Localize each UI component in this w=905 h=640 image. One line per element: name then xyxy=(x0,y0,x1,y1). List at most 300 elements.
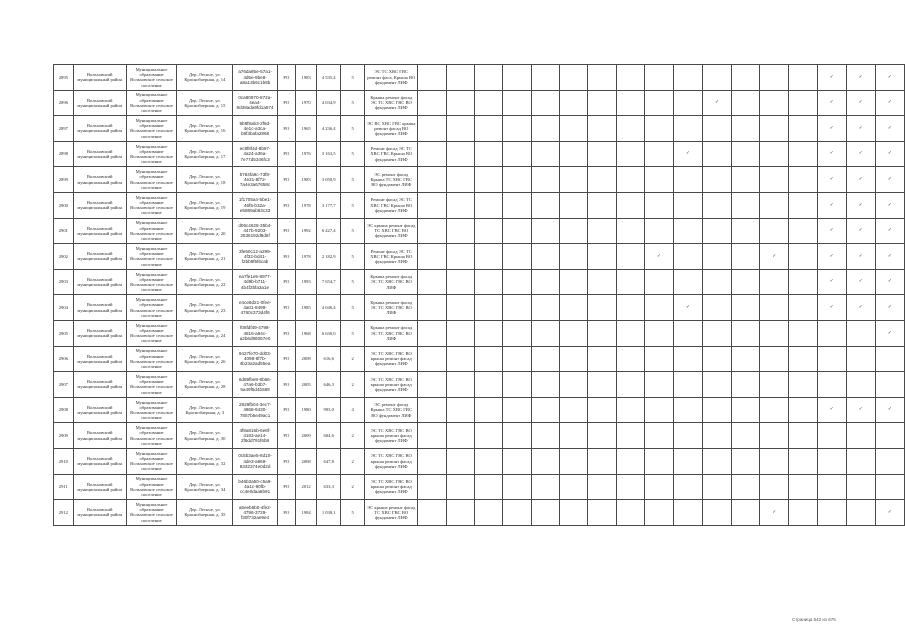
fund-method-cell: РО xyxy=(277,90,295,116)
empty-mark-cell xyxy=(673,90,702,116)
empty-mark-cell xyxy=(418,346,446,372)
empty-mark-cell xyxy=(702,320,731,346)
area-cell: 2 182,9 xyxy=(317,244,341,270)
empty-mark-cell xyxy=(731,295,759,321)
works-list-cell: ЭС крыша ремонт фасад ТС ХВС ГВС ВО фундамент ЛИФ xyxy=(365,500,418,526)
empty-mark-cell xyxy=(418,295,446,321)
empty-mark-cell xyxy=(817,372,846,398)
empty-mark-cell xyxy=(616,320,644,346)
house-uuid-cell: b46b3a50-c5a9-4a1c-90fb-cc4e0daa6b91 xyxy=(233,474,277,500)
empty-mark-cell xyxy=(789,500,817,526)
empty-mark-cell xyxy=(702,244,731,270)
empty-mark-cell xyxy=(503,141,531,167)
empty-mark-cell xyxy=(503,423,531,449)
table-row xyxy=(54,423,905,449)
row-number: 2901 xyxy=(54,218,74,244)
empty-mark-cell xyxy=(702,346,731,372)
address-cell: Дер. Лесное, ул. Краснобаерная, д. 19 xyxy=(177,192,233,218)
area-cell: 3 163,5 xyxy=(317,141,341,167)
checkmark-cell: ✓ xyxy=(817,295,846,321)
empty-mark-cell xyxy=(875,346,904,372)
checkmark-cell: ✓ xyxy=(875,116,904,142)
empty-mark-cell xyxy=(673,372,702,398)
empty-mark-cell xyxy=(702,65,731,91)
empty-mark-cell xyxy=(559,474,587,500)
empty-mark-cell xyxy=(760,448,789,474)
table-row xyxy=(54,244,905,270)
empty-mark-cell xyxy=(702,116,731,142)
district-cell: Вольховский муниципальный район xyxy=(73,192,126,218)
empty-mark-cell xyxy=(475,474,503,500)
empty-mark-cell xyxy=(760,320,789,346)
house-uuid-cell: 0c5b3ae5-8d10-4de3-a869-8332374e0d2d xyxy=(233,448,277,474)
empty-mark-cell xyxy=(531,423,559,449)
area-cell: 3 050,9 xyxy=(317,167,341,193)
empty-mark-cell xyxy=(702,474,731,500)
empty-mark-cell xyxy=(446,218,474,244)
empty-mark-cell xyxy=(559,346,587,372)
empty-mark-cell xyxy=(817,423,846,449)
empty-mark-cell xyxy=(789,320,817,346)
district-cell: Вольховский муниципальный район xyxy=(73,397,126,423)
area-cell: 6 427,4 xyxy=(317,218,341,244)
floors-cell: 5 xyxy=(341,167,365,193)
empty-mark-cell xyxy=(817,448,846,474)
checkmark-cell: ✓ xyxy=(817,192,846,218)
empty-mark-cell xyxy=(789,141,817,167)
district-cell: Вольховский муниципальный район xyxy=(73,269,126,295)
area-cell: 616,6 xyxy=(317,346,341,372)
empty-mark-cell xyxy=(760,167,789,193)
row-number: 2907 xyxy=(54,372,74,398)
empty-mark-cell xyxy=(644,423,673,449)
checkmark-cell: ✓ xyxy=(673,295,702,321)
empty-mark-cell xyxy=(731,244,759,270)
checkmark-cell: ✓ xyxy=(846,192,875,218)
area-cell: 6 630,0 xyxy=(317,320,341,346)
empty-mark-cell xyxy=(731,372,759,398)
floors-cell: 5 xyxy=(341,116,365,142)
empty-mark-cell xyxy=(760,423,789,449)
address-cell: Дер. Лесное, ул. Краснобаерная, д. 35 xyxy=(177,500,233,526)
address-cell: Дер. Лесное, ул. Краснобаерная, д. 30 xyxy=(177,423,233,449)
settlement-cell: Муниципальное образование Вольховское сельское поселение xyxy=(126,90,177,116)
empty-mark-cell xyxy=(673,167,702,193)
empty-mark-cell xyxy=(446,192,474,218)
fund-method-cell: РО xyxy=(277,474,295,500)
table-row xyxy=(54,116,905,142)
house-uuid-cell: a5eeb6b0-4fe2-4796-3729-f30f732ae9e4 xyxy=(233,500,277,526)
address-cell: Дер. Лесное, ул. Краснобаерная, д. 26 xyxy=(177,346,233,372)
empty-mark-cell xyxy=(789,474,817,500)
empty-mark-cell xyxy=(616,500,644,526)
empty-mark-cell xyxy=(760,65,789,91)
checkmark-cell: ✓ xyxy=(846,397,875,423)
empty-mark-cell xyxy=(503,295,531,321)
address-cell: Дер. Лесное, ул. Краснобаерная, д. 23 xyxy=(177,295,233,321)
floors-cell: 5 xyxy=(341,65,365,91)
empty-mark-cell xyxy=(559,141,587,167)
empty-mark-cell xyxy=(559,90,587,116)
build-year-cell: 1993 xyxy=(295,269,316,295)
empty-mark-cell xyxy=(559,397,587,423)
empty-mark-cell xyxy=(588,474,616,500)
checkmark-cell: ✓ xyxy=(875,65,904,91)
empty-mark-cell xyxy=(588,269,616,295)
floors-cell: 5 xyxy=(341,320,365,346)
floors-cell: 4 xyxy=(341,397,365,423)
checkmark-cell: ✓ xyxy=(875,90,904,116)
empty-mark-cell xyxy=(731,141,759,167)
table-body xyxy=(54,65,905,526)
fund-method-cell: РО xyxy=(277,346,295,372)
settlement-cell: Муниципальное образование Вольховское сельское поселение xyxy=(126,474,177,500)
empty-mark-cell xyxy=(731,423,759,449)
fund-method-cell: РО xyxy=(277,167,295,193)
row-number: 2903 xyxy=(54,269,74,295)
empty-mark-cell xyxy=(446,141,474,167)
build-year-cell: 1983 xyxy=(295,65,316,91)
checkmark-cell: ✓ xyxy=(817,218,846,244)
address-cell: Дер. Лесное, ул. Краснобаерная, д. 3 xyxy=(177,397,233,423)
empty-mark-cell xyxy=(475,397,503,423)
empty-mark-cell xyxy=(673,423,702,449)
row-number: 2897 xyxy=(54,116,74,142)
empty-mark-cell xyxy=(644,192,673,218)
empty-mark-cell xyxy=(446,448,474,474)
works-list-cell: Крыша ремонт фасад ЭС ТС ХВС ГВС ВО фундамент ЛИФ xyxy=(365,90,418,116)
empty-mark-cell xyxy=(789,116,817,142)
empty-mark-cell xyxy=(531,90,559,116)
empty-mark-cell xyxy=(446,269,474,295)
empty-mark-cell xyxy=(531,474,559,500)
empty-mark-cell xyxy=(559,448,587,474)
build-year-cell: 1965 xyxy=(295,116,316,142)
row-number: 2899 xyxy=(54,167,74,193)
checkmark-cell: ✓ xyxy=(817,116,846,142)
table-row xyxy=(54,65,905,91)
checkmark-cell: ✓ xyxy=(846,65,875,91)
settlement-cell: Муниципальное образование Вольховское сельское поселение xyxy=(126,167,177,193)
checkmark-cell: ✓ xyxy=(760,500,789,526)
empty-mark-cell xyxy=(418,423,446,449)
empty-mark-cell xyxy=(475,141,503,167)
empty-mark-cell xyxy=(644,397,673,423)
empty-mark-cell xyxy=(616,346,644,372)
checkmark-cell: ✓ xyxy=(875,141,904,167)
build-year-cell: 2008 xyxy=(295,448,316,474)
empty-mark-cell xyxy=(559,320,587,346)
empty-mark-cell xyxy=(702,372,731,398)
row-number: 2896 xyxy=(54,90,74,116)
empty-mark-cell xyxy=(531,244,559,270)
row-number: 2900 xyxy=(54,192,74,218)
row-number: 2908 xyxy=(54,397,74,423)
empty-mark-cell xyxy=(673,474,702,500)
empty-mark-cell xyxy=(789,192,817,218)
empty-mark-cell xyxy=(616,218,644,244)
checkmark-cell: ✓ xyxy=(875,295,904,321)
works-list-cell: ЭС ремонт фасад Крыша ТС ХВС ГВС ВО фундамент ЛИФ xyxy=(365,397,418,423)
address-cell: Дер. Лесное, ул. Краснобаерная, д. 24 xyxy=(177,320,233,346)
checkmark-cell: ✓ xyxy=(817,167,846,193)
empty-mark-cell xyxy=(475,269,503,295)
empty-mark-cell xyxy=(760,295,789,321)
empty-mark-cell xyxy=(846,500,875,526)
district-cell: Вольховский муниципальный район xyxy=(73,320,126,346)
empty-mark-cell xyxy=(817,474,846,500)
checkmark-cell: ✓ xyxy=(875,192,904,218)
empty-mark-cell xyxy=(731,65,759,91)
build-year-cell: 1992 xyxy=(295,218,316,244)
empty-mark-cell xyxy=(846,474,875,500)
empty-mark-cell xyxy=(475,65,503,91)
area-cell: 646,3 xyxy=(317,372,341,398)
house-uuid-cell: 9427fe70-dd03-4098-8f7b-4b23a2ad55ea xyxy=(233,346,277,372)
floors-cell: 5 xyxy=(341,218,365,244)
area-cell: 4 034,9 xyxy=(317,90,341,116)
works-list-cell: ЭС ВС ХВС ГВС крыша ремонт фасад ВО фундамент ЛИФ xyxy=(365,116,418,142)
floors-cell: 2 xyxy=(341,346,365,372)
build-year-cell: 1978 xyxy=(295,192,316,218)
empty-mark-cell xyxy=(503,218,531,244)
empty-mark-cell xyxy=(588,320,616,346)
empty-mark-cell xyxy=(588,167,616,193)
area-cell: 4 236,4 xyxy=(317,116,341,142)
house-uuid-cell: 2829fb04-3ec7-4868-9430-7857b6e49ac1 xyxy=(233,397,277,423)
empty-mark-cell xyxy=(559,167,587,193)
build-year-cell: 2009 xyxy=(295,423,316,449)
checkmark-cell: ✓ xyxy=(817,141,846,167)
empty-mark-cell xyxy=(531,397,559,423)
empty-mark-cell xyxy=(418,474,446,500)
house-uuid-cell: f08fdf49-4798-4815-a94c-a2b6d96057e0 xyxy=(233,320,277,346)
empty-mark-cell xyxy=(673,448,702,474)
empty-mark-cell xyxy=(789,346,817,372)
empty-mark-cell xyxy=(644,90,673,116)
empty-mark-cell xyxy=(559,65,587,91)
checkmark-cell: ✓ xyxy=(875,500,904,526)
district-cell: Вольховский муниципальный район xyxy=(73,295,126,321)
empty-mark-cell xyxy=(418,397,446,423)
empty-mark-cell xyxy=(616,295,644,321)
empty-mark-cell xyxy=(531,269,559,295)
empty-mark-cell xyxy=(531,320,559,346)
empty-mark-cell xyxy=(531,167,559,193)
fund-method-cell: РО xyxy=(277,397,295,423)
area-cell: 3 177,7 xyxy=(317,192,341,218)
row-number: 2902 xyxy=(54,244,74,270)
checkmark-cell: ✓ xyxy=(875,320,904,346)
house-uuid-cell: 0ca80970-872a-4ea4-9d38ada9fd1a574 xyxy=(233,90,277,116)
empty-mark-cell xyxy=(531,295,559,321)
floors-cell: 2 xyxy=(341,474,365,500)
row-number: 2895 xyxy=(54,65,74,91)
empty-mark-cell xyxy=(644,116,673,142)
empty-mark-cell xyxy=(418,167,446,193)
empty-mark-cell xyxy=(503,65,531,91)
empty-mark-cell xyxy=(789,167,817,193)
table-row xyxy=(54,269,905,295)
row-number: 2911 xyxy=(54,474,74,500)
build-year-cell: 1970 xyxy=(295,90,316,116)
empty-mark-cell xyxy=(503,116,531,142)
empty-mark-cell xyxy=(616,192,644,218)
fund-method-cell: РО xyxy=(277,320,295,346)
district-cell: Вольховский муниципальный район xyxy=(73,65,126,91)
works-list-cell: ЭС ТС ХВС ГВС ВО крыша ремонт фасад фундамент ЛИФ xyxy=(365,448,418,474)
empty-mark-cell xyxy=(702,448,731,474)
district-cell: Вольховский муниципальный район xyxy=(73,448,126,474)
table-row xyxy=(54,90,905,116)
house-uuid-cell: 5784fa9c-73f8-4e31-8f72-7a4e3a67658c xyxy=(233,167,277,193)
checkmark-cell: ✓ xyxy=(875,397,904,423)
table-row xyxy=(54,141,905,167)
empty-mark-cell xyxy=(559,269,587,295)
empty-mark-cell xyxy=(702,167,731,193)
empty-mark-cell xyxy=(503,320,531,346)
empty-mark-cell xyxy=(588,65,616,91)
district-cell: Вольховский муниципальный район xyxy=(73,346,126,372)
row-number: 2898 xyxy=(54,141,74,167)
district-cell: Вольховский муниципальный район xyxy=(73,218,126,244)
empty-mark-cell xyxy=(760,90,789,116)
empty-mark-cell xyxy=(673,192,702,218)
empty-mark-cell xyxy=(446,295,474,321)
empty-mark-cell xyxy=(731,397,759,423)
empty-mark-cell xyxy=(616,269,644,295)
floors-cell: 2 xyxy=(341,423,365,449)
district-cell: Вольховский муниципальный район xyxy=(73,474,126,500)
settlement-cell: Муниципальное образование Вольховское сельское поселение xyxy=(126,448,177,474)
works-list-cell: Ремонт фасад ЭС ТС ХВС ГВС Крыша ВО фундамент ЛИФ xyxy=(365,141,418,167)
empty-mark-cell xyxy=(503,346,531,372)
district-cell: Вольховский муниципальный район xyxy=(73,116,126,142)
empty-mark-cell xyxy=(731,116,759,142)
empty-mark-cell xyxy=(588,295,616,321)
empty-mark-cell xyxy=(616,474,644,500)
checkmark-cell: ✓ xyxy=(817,244,846,270)
build-year-cell: 1985 xyxy=(295,295,316,321)
house-uuid-cell: 9b8f8ab3-2f6d-4e1c-a3ca-b9f3bafa2868 xyxy=(233,116,277,142)
settlement-cell: Муниципальное образование Вольховское сельское поселение xyxy=(126,295,177,321)
floors-cell: 5 xyxy=(341,269,365,295)
fund-method-cell: РО xyxy=(277,269,295,295)
empty-mark-cell xyxy=(559,423,587,449)
works-list-cell: ЭС ТС ХВС ГВС ВО крыша ремонт фасад фундамент ЛИФ xyxy=(365,423,418,449)
empty-mark-cell xyxy=(418,269,446,295)
empty-mark-cell xyxy=(588,423,616,449)
table-row xyxy=(54,295,905,321)
empty-mark-cell xyxy=(531,372,559,398)
address-cell: Дер. Лесное, ул. Краснобаерная, д. 22 xyxy=(177,269,233,295)
row-number: 2906 xyxy=(54,346,74,372)
build-year-cell: 2005 xyxy=(295,372,316,398)
empty-mark-cell xyxy=(475,244,503,270)
checkmark-cell: ✓ xyxy=(846,141,875,167)
empty-mark-cell xyxy=(875,423,904,449)
empty-mark-cell xyxy=(673,218,702,244)
empty-mark-cell xyxy=(673,244,702,270)
house-uuid-cell: 1f1705a4-5be1-46f5-b32a-e5989ab83c33 xyxy=(233,192,277,218)
empty-mark-cell xyxy=(475,116,503,142)
build-year-cell: 1968 xyxy=(295,320,316,346)
house-uuid-cell: e4ce8d21-0fee-4a01-8499-4760c373d4f6 xyxy=(233,295,277,321)
empty-mark-cell xyxy=(418,141,446,167)
empty-mark-cell xyxy=(760,218,789,244)
empty-mark-cell xyxy=(673,320,702,346)
fund-method-cell: РО xyxy=(277,218,295,244)
address-cell: Дер. Лесное, ул. Краснобаерная, д. 21 xyxy=(177,244,233,270)
empty-mark-cell xyxy=(446,423,474,449)
empty-mark-cell xyxy=(588,218,616,244)
settlement-cell: Муниципальное образование Вольховское сельское поселение xyxy=(126,65,177,91)
empty-mark-cell xyxy=(531,346,559,372)
settlement-cell: Муниципальное образование Вольховское сельское поселение xyxy=(126,141,177,167)
empty-mark-cell xyxy=(644,167,673,193)
address-cell: Дер. Лесное, ул. Краснобаерная, д. 28 xyxy=(177,372,233,398)
row-number: 2909 xyxy=(54,423,74,449)
empty-mark-cell xyxy=(616,90,644,116)
area-cell: 7 654,7 xyxy=(317,269,341,295)
empty-mark-cell xyxy=(789,244,817,270)
empty-mark-cell xyxy=(644,372,673,398)
row-number: 2905 xyxy=(54,320,74,346)
address-cell: Дер. Лесное, ул. Краснобаерная, д. 32 xyxy=(177,448,233,474)
empty-mark-cell xyxy=(559,218,587,244)
empty-mark-cell xyxy=(475,90,503,116)
checkmark-cell: ✓ xyxy=(846,295,875,321)
empty-mark-cell xyxy=(503,448,531,474)
empty-mark-cell xyxy=(644,474,673,500)
empty-mark-cell xyxy=(731,218,759,244)
empty-mark-cell xyxy=(644,320,673,346)
district-cell: Вольховский муниципальный район xyxy=(73,423,126,449)
empty-mark-cell xyxy=(418,116,446,142)
empty-mark-cell xyxy=(760,141,789,167)
table-row xyxy=(54,320,905,346)
empty-mark-cell xyxy=(616,448,644,474)
empty-mark-cell xyxy=(503,397,531,423)
floors-cell: 5 xyxy=(341,192,365,218)
empty-mark-cell xyxy=(616,167,644,193)
empty-mark-cell xyxy=(588,244,616,270)
empty-mark-cell xyxy=(559,295,587,321)
checkmark-cell: ✓ xyxy=(875,244,904,270)
empty-mark-cell xyxy=(446,346,474,372)
empty-mark-cell xyxy=(616,397,644,423)
empty-mark-cell xyxy=(789,423,817,449)
area-cell: 633,3 xyxy=(317,474,341,500)
empty-mark-cell xyxy=(531,448,559,474)
settlement-cell: Муниципальное образование Вольховское сельское поселение xyxy=(126,320,177,346)
empty-mark-cell xyxy=(673,397,702,423)
works-list-cell: ЭС ТС ХВС ГВС ВО крыша ремонт фасад фундамент ЛИФ xyxy=(365,346,418,372)
house-uuid-cell: d06c4628-35b4-447b-9203-2536192d8d5f xyxy=(233,218,277,244)
empty-mark-cell xyxy=(475,372,503,398)
works-list-cell: Крыша ремонт фасад ЭС ТС ХВС ГВС ВО ЛИФ xyxy=(365,295,418,321)
empty-mark-cell xyxy=(644,500,673,526)
table-row xyxy=(54,500,905,526)
empty-mark-cell xyxy=(418,448,446,474)
empty-mark-cell xyxy=(418,500,446,526)
area-cell: 4 046,4 xyxy=(317,295,341,321)
empty-mark-cell xyxy=(702,218,731,244)
empty-mark-cell xyxy=(644,218,673,244)
page-number-footer: Страница 542 из 676 xyxy=(792,617,836,622)
checkmark-cell: ✓ xyxy=(846,167,875,193)
empty-mark-cell xyxy=(789,90,817,116)
